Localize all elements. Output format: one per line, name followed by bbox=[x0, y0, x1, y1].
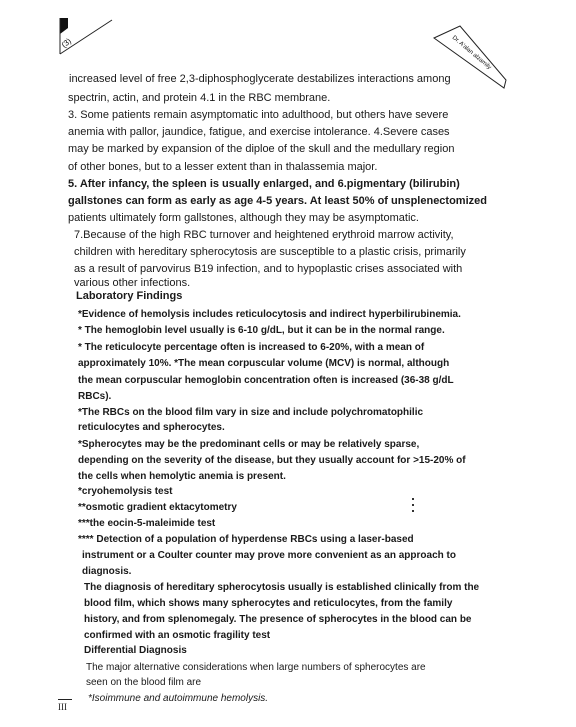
corner-tag-left bbox=[56, 14, 116, 56]
text-line: 7.Because of the high RBC turnover and heightened erythroid marrow activity, bbox=[74, 229, 454, 241]
test-item: **** Detection of a population of hyperdense RBCs using a laser-based bbox=[78, 534, 414, 545]
text-line: blood film, which shows many spherocytes and reticulocytes, from the family bbox=[84, 598, 453, 609]
text-line: * The reticulocyte percentage often is increased to 6-20%, with a mean of bbox=[78, 342, 425, 353]
test-item: *cryohemolysis test bbox=[78, 486, 173, 497]
text-line: various other infections. bbox=[74, 277, 191, 289]
text-line: instrument or a Coulter counter may prove more convenient as an approach to bbox=[82, 550, 456, 561]
text-line: 3. Some patients remain asymptomatic into adulthood, but others have severe bbox=[68, 109, 449, 121]
text-line: spectrin, actin, and protein 4.1 in the RBC membrane. bbox=[68, 92, 331, 104]
text-line: children with hereditary spherocytosis are susceptible to a plastic crisis, primarily bbox=[74, 246, 466, 258]
text-line: The diagnosis of hereditary spherocytosis usually is established clinically from the bbox=[84, 582, 480, 593]
corner-tag-right-text: Dr. A'alan alzamily bbox=[450, 34, 492, 71]
text-line: seen on the blood film are bbox=[86, 677, 202, 688]
page-number: III bbox=[58, 702, 67, 712]
text-line: RBCs). bbox=[78, 391, 112, 402]
text-line: *Isoimmune and autoimmune hemolysis. bbox=[88, 693, 269, 704]
text-line: *Spherocytes may be the predominant cells or may be relatively sparse, bbox=[78, 439, 420, 450]
text-line: patients ultimately form gallstones, although they may be asymptomatic. bbox=[68, 212, 419, 224]
text-line: the cells when hemolytic anemia is present. bbox=[78, 471, 286, 482]
text-line: *The RBCs on the blood film vary in size and include polychromatophilic bbox=[78, 407, 424, 418]
text-line: The major alternative considerations when large numbers of spherocytes are bbox=[86, 662, 426, 673]
text-line: as a result of parvovirus B19 infection, and to hypoplastic crises associated with bbox=[74, 263, 463, 275]
text-line: history, and from splenomegaly. The presence of spherocytes in the blood can be bbox=[84, 614, 472, 625]
text-line: diagnosis. bbox=[82, 566, 132, 577]
text-line: increased level of free 2,3-diphosphoglycerate destabilizes interactions among bbox=[69, 73, 451, 85]
text-line: the mean corpuscular hemoglobin concentration often is increased (36-38 g/dL bbox=[78, 375, 454, 386]
text-line: of other bones, but to a lesser extent than in thalassemia major. bbox=[68, 161, 378, 173]
test-item: ***the eocin-5-maleimide test bbox=[78, 518, 216, 529]
section-heading-differential: Differential Diagnosis bbox=[84, 645, 187, 656]
text-line: * The hemoglobin level usually is 6-10 g/dL, but it can be in the normal range. bbox=[78, 325, 445, 336]
footer-rule bbox=[58, 699, 72, 700]
text-line: approximately 10%. *The mean corpuscular volume (MCV) is normal, although bbox=[78, 358, 450, 369]
text-line: gallstones can form as early as age 4-5 years. At least 50% of unsplenectomized bbox=[68, 195, 487, 207]
text-line: may be marked by expansion of the diploe of the skull and the medullary region bbox=[68, 143, 455, 155]
text-line: confirmed with an osmotic fragility test bbox=[84, 630, 271, 641]
corner-tag-left-text: (3) bbox=[59, 36, 73, 50]
text-line: 5. After infancy, the spleen is usually enlarged, and 6.pigmentary (bilirubin) bbox=[68, 178, 460, 190]
text-line: depending on the severity of the disease, but they usually account for >15-20% of bbox=[78, 455, 466, 466]
text-line: reticulocytes and spherocytes. bbox=[78, 422, 225, 433]
section-heading-laboratory: Laboratory Findings bbox=[76, 290, 183, 302]
test-item: **osmotic gradient ektacytometry bbox=[78, 502, 237, 513]
scan-marks bbox=[412, 498, 414, 520]
text-line: anemia with pallor, jaundice, fatigue, and exercise intolerance. 4.Severe cases bbox=[68, 126, 450, 138]
text-line: *Evidence of hemolysis includes reticulocytosis and indirect hyperbilirubinemia. bbox=[78, 309, 461, 320]
